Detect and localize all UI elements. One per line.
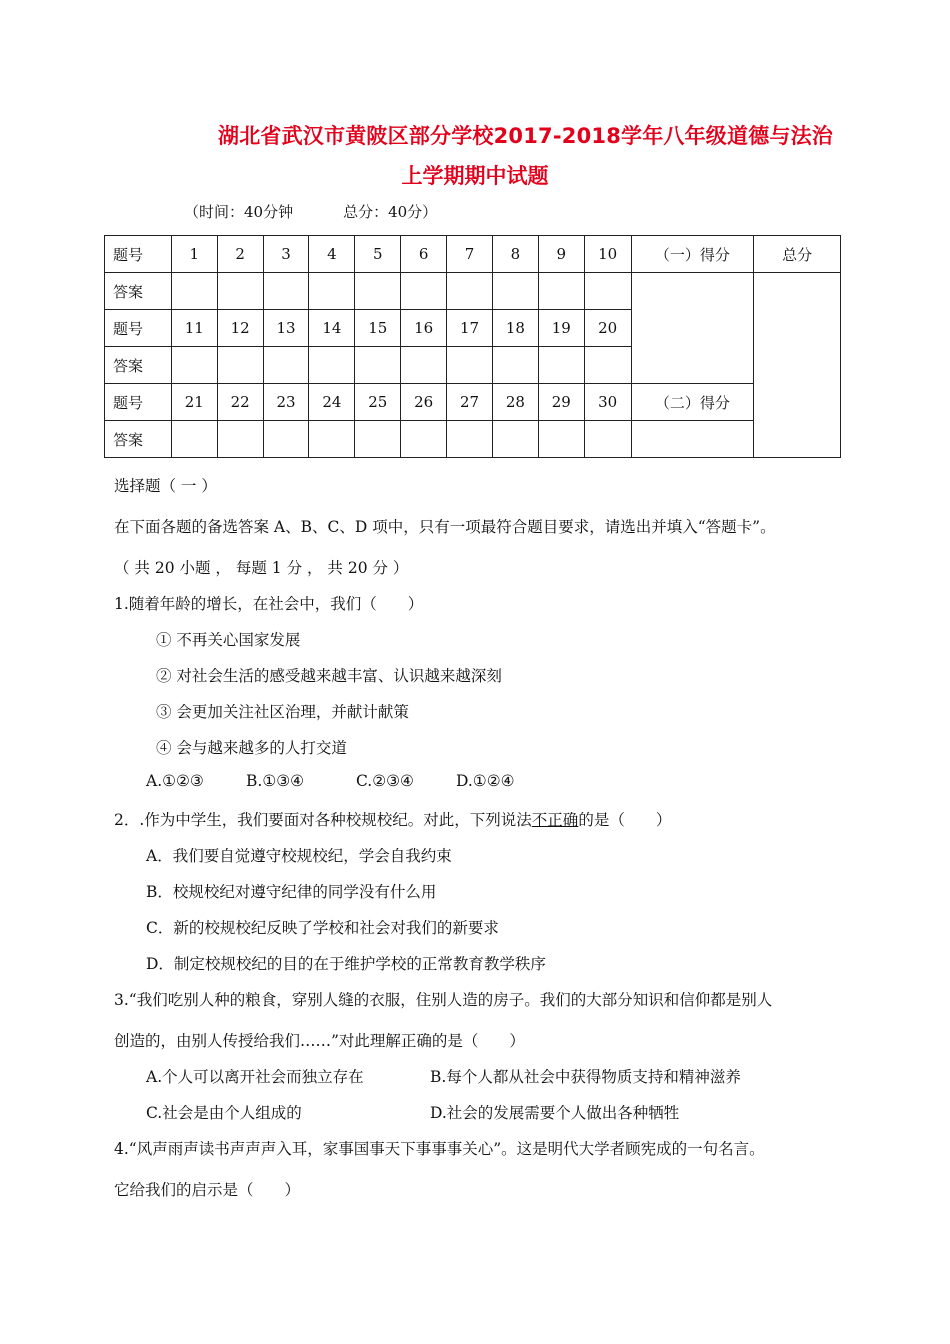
answer-cell[interactable] xyxy=(538,273,584,310)
q1-option-c: C.②③④ xyxy=(356,772,414,790)
label-tihao: 题号 xyxy=(105,236,172,273)
q-number: 10 xyxy=(584,236,631,273)
q-number: 17 xyxy=(447,310,493,347)
q-number: 2 xyxy=(217,236,263,273)
q-number: 1 xyxy=(171,236,217,273)
label-tihao: 题号 xyxy=(105,310,172,347)
q2-stem xyxy=(114,808,671,830)
q1-option-b: B.①③④ xyxy=(246,772,305,790)
answer-cell[interactable] xyxy=(492,347,538,384)
total-score-label: 总分 xyxy=(754,236,841,273)
q1-item: ② 对社会生活的感受越来越丰富、认识越来越深刻 xyxy=(156,667,502,685)
q2-option-a: A．我们要自觉遵守校规校纪，学会自我约束 xyxy=(146,847,452,865)
table-row xyxy=(105,384,841,421)
answer-cell[interactable] xyxy=(584,421,631,458)
q3-option-d: D.社会的发展需要个人做出各种牺牲 xyxy=(430,1104,680,1122)
q1-item: ③ 会更加关注社区治理，并献计献策 xyxy=(156,703,409,721)
q-number: 20 xyxy=(584,310,631,347)
score-section-1-label: （一）得分 xyxy=(631,236,754,273)
answer-cell[interactable] xyxy=(584,347,631,384)
answer-cell[interactable] xyxy=(309,421,355,458)
q-number: 30 xyxy=(584,384,631,421)
q3-option-c: C.社会是由个人组成的 xyxy=(146,1104,302,1122)
q-number: 19 xyxy=(538,310,584,347)
answer-cell[interactable] xyxy=(171,347,217,384)
answer-cell[interactable] xyxy=(355,421,401,458)
q-number: 29 xyxy=(538,384,584,421)
q2-option-d: D．制定校规校纪的目的在于维护学校的正常教育教学秩序 xyxy=(146,955,546,973)
answer-cell[interactable] xyxy=(217,347,263,384)
answer-cell[interactable] xyxy=(447,347,493,384)
label-daan: 答案 xyxy=(105,347,172,384)
q-number: 16 xyxy=(401,310,447,347)
total-score-cell[interactable] xyxy=(754,273,841,458)
answer-cell[interactable] xyxy=(538,347,584,384)
table-row xyxy=(105,421,841,458)
label-daan: 答案 xyxy=(105,273,172,310)
q1-stem: 1.随着年龄的增长，在社会中，我们（ ） xyxy=(114,595,424,613)
q-number: 6 xyxy=(401,236,447,273)
q2-stem-underlined: 不正确 xyxy=(531,811,579,829)
answer-table xyxy=(104,235,841,458)
q2-option-b: B．校规校纪对遵守纪律的同学没有什么用 xyxy=(146,883,437,901)
q-number: 8 xyxy=(492,236,538,273)
answer-cell[interactable] xyxy=(355,347,401,384)
answer-cell[interactable] xyxy=(584,273,631,310)
exam-meta xyxy=(184,201,437,222)
answer-cell[interactable] xyxy=(263,421,309,458)
q3-option-b: B.每个人都从社会中获得物质支持和精神滋养 xyxy=(430,1068,741,1086)
q3-line-1: 3.“我们吃别人种的粮食，穿别人缝的衣服，住别人造的房子。我们的大部分知识和信仰都是别人 xyxy=(114,991,773,1009)
q3-option-a: A.个人可以离开社会而独立存在 xyxy=(146,1068,364,1086)
label-daan: 答案 xyxy=(105,421,172,458)
q2-option-c: C．新的校规校纪反映了学校和社会对我们的新要求 xyxy=(146,919,499,937)
q-number: 4 xyxy=(309,236,355,273)
q-number: 28 xyxy=(492,384,538,421)
q-number: 26 xyxy=(401,384,447,421)
q-number: 18 xyxy=(492,310,538,347)
title-line-2: 上学期期中试题 xyxy=(401,164,549,188)
q2-stem-a: 2．.作为中学生，我们要面对各种校规校纪。对此，下列说法 xyxy=(114,811,532,829)
answer-cell[interactable] xyxy=(492,273,538,310)
answer-cell[interactable] xyxy=(401,273,447,310)
q-number: 14 xyxy=(309,310,355,347)
q-number: 25 xyxy=(355,384,401,421)
answer-cell[interactable] xyxy=(538,421,584,458)
q-number: 24 xyxy=(309,384,355,421)
q-number: 11 xyxy=(171,310,217,347)
score-info: 总分：40分） xyxy=(343,203,438,221)
q-number: 9 xyxy=(538,236,584,273)
title-line-1: 湖北省武汉市黄陂区部分学校2017-2018学年八年级道德与法治 xyxy=(218,124,834,148)
answer-cell[interactable] xyxy=(401,421,447,458)
answer-cell[interactable] xyxy=(263,273,309,310)
answer-cell[interactable] xyxy=(447,421,493,458)
answer-cell[interactable] xyxy=(217,273,263,310)
score-section-2-label: （二）得分 xyxy=(631,384,754,421)
q-number: 15 xyxy=(355,310,401,347)
q2-stem-b: 的是（ ） xyxy=(578,811,672,829)
answer-cell[interactable] xyxy=(217,421,263,458)
q-number: 7 xyxy=(447,236,493,273)
answer-cell[interactable] xyxy=(355,273,401,310)
q-number: 13 xyxy=(263,310,309,347)
label-tihao: 题号 xyxy=(105,384,172,421)
table-row xyxy=(105,236,841,273)
q-number: 27 xyxy=(447,384,493,421)
q1-option-d: D.①②④ xyxy=(456,772,515,790)
q4-line-1: 4.“风声雨声读书声声声入耳，家事国事天下事事事关心”。这是明代大学者顾宪成的一句名言。 xyxy=(114,1140,765,1158)
q3-line-2: 创造的，由别人传授给我们……”对此理解正确的是（ ） xyxy=(114,1032,525,1050)
q-number: 5 xyxy=(355,236,401,273)
answer-cell[interactable] xyxy=(309,347,355,384)
section-heading: 选择题（ 一 ） xyxy=(114,477,217,495)
answer-cell[interactable] xyxy=(171,421,217,458)
score-section-2-cell[interactable] xyxy=(631,421,754,458)
section-count: （ 共 20 小题 ， 每题 1 分 ， 共 20 分 ） xyxy=(114,559,409,577)
answer-cell[interactable] xyxy=(492,421,538,458)
q-number: 3 xyxy=(263,236,309,273)
answer-cell[interactable] xyxy=(447,273,493,310)
q-number: 23 xyxy=(263,384,309,421)
q1-item: ④ 会与越来越多的人打交道 xyxy=(156,739,347,757)
q-number: 21 xyxy=(171,384,217,421)
section-instruction: 在下面各题的备选答案 A、B、C、D 项中，只有一项最符合题目要求，请选出并填入“答题卡”。 xyxy=(114,518,776,536)
q1-item: ① 不再关心国家发展 xyxy=(156,631,301,649)
answer-cell[interactable] xyxy=(171,273,217,310)
answer-cell[interactable] xyxy=(309,273,355,310)
answer-cell[interactable] xyxy=(263,347,309,384)
table-row xyxy=(105,273,841,310)
q-number: 22 xyxy=(217,384,263,421)
q1-option-a: A.①②③ xyxy=(146,772,204,790)
score-section-1-cell[interactable] xyxy=(631,273,754,384)
time-info: （时间：40分钟 xyxy=(184,203,294,221)
q4-line-2: 它给我们的启示是（ ） xyxy=(114,1181,301,1199)
answer-cell[interactable] xyxy=(401,347,447,384)
q-number: 12 xyxy=(217,310,263,347)
